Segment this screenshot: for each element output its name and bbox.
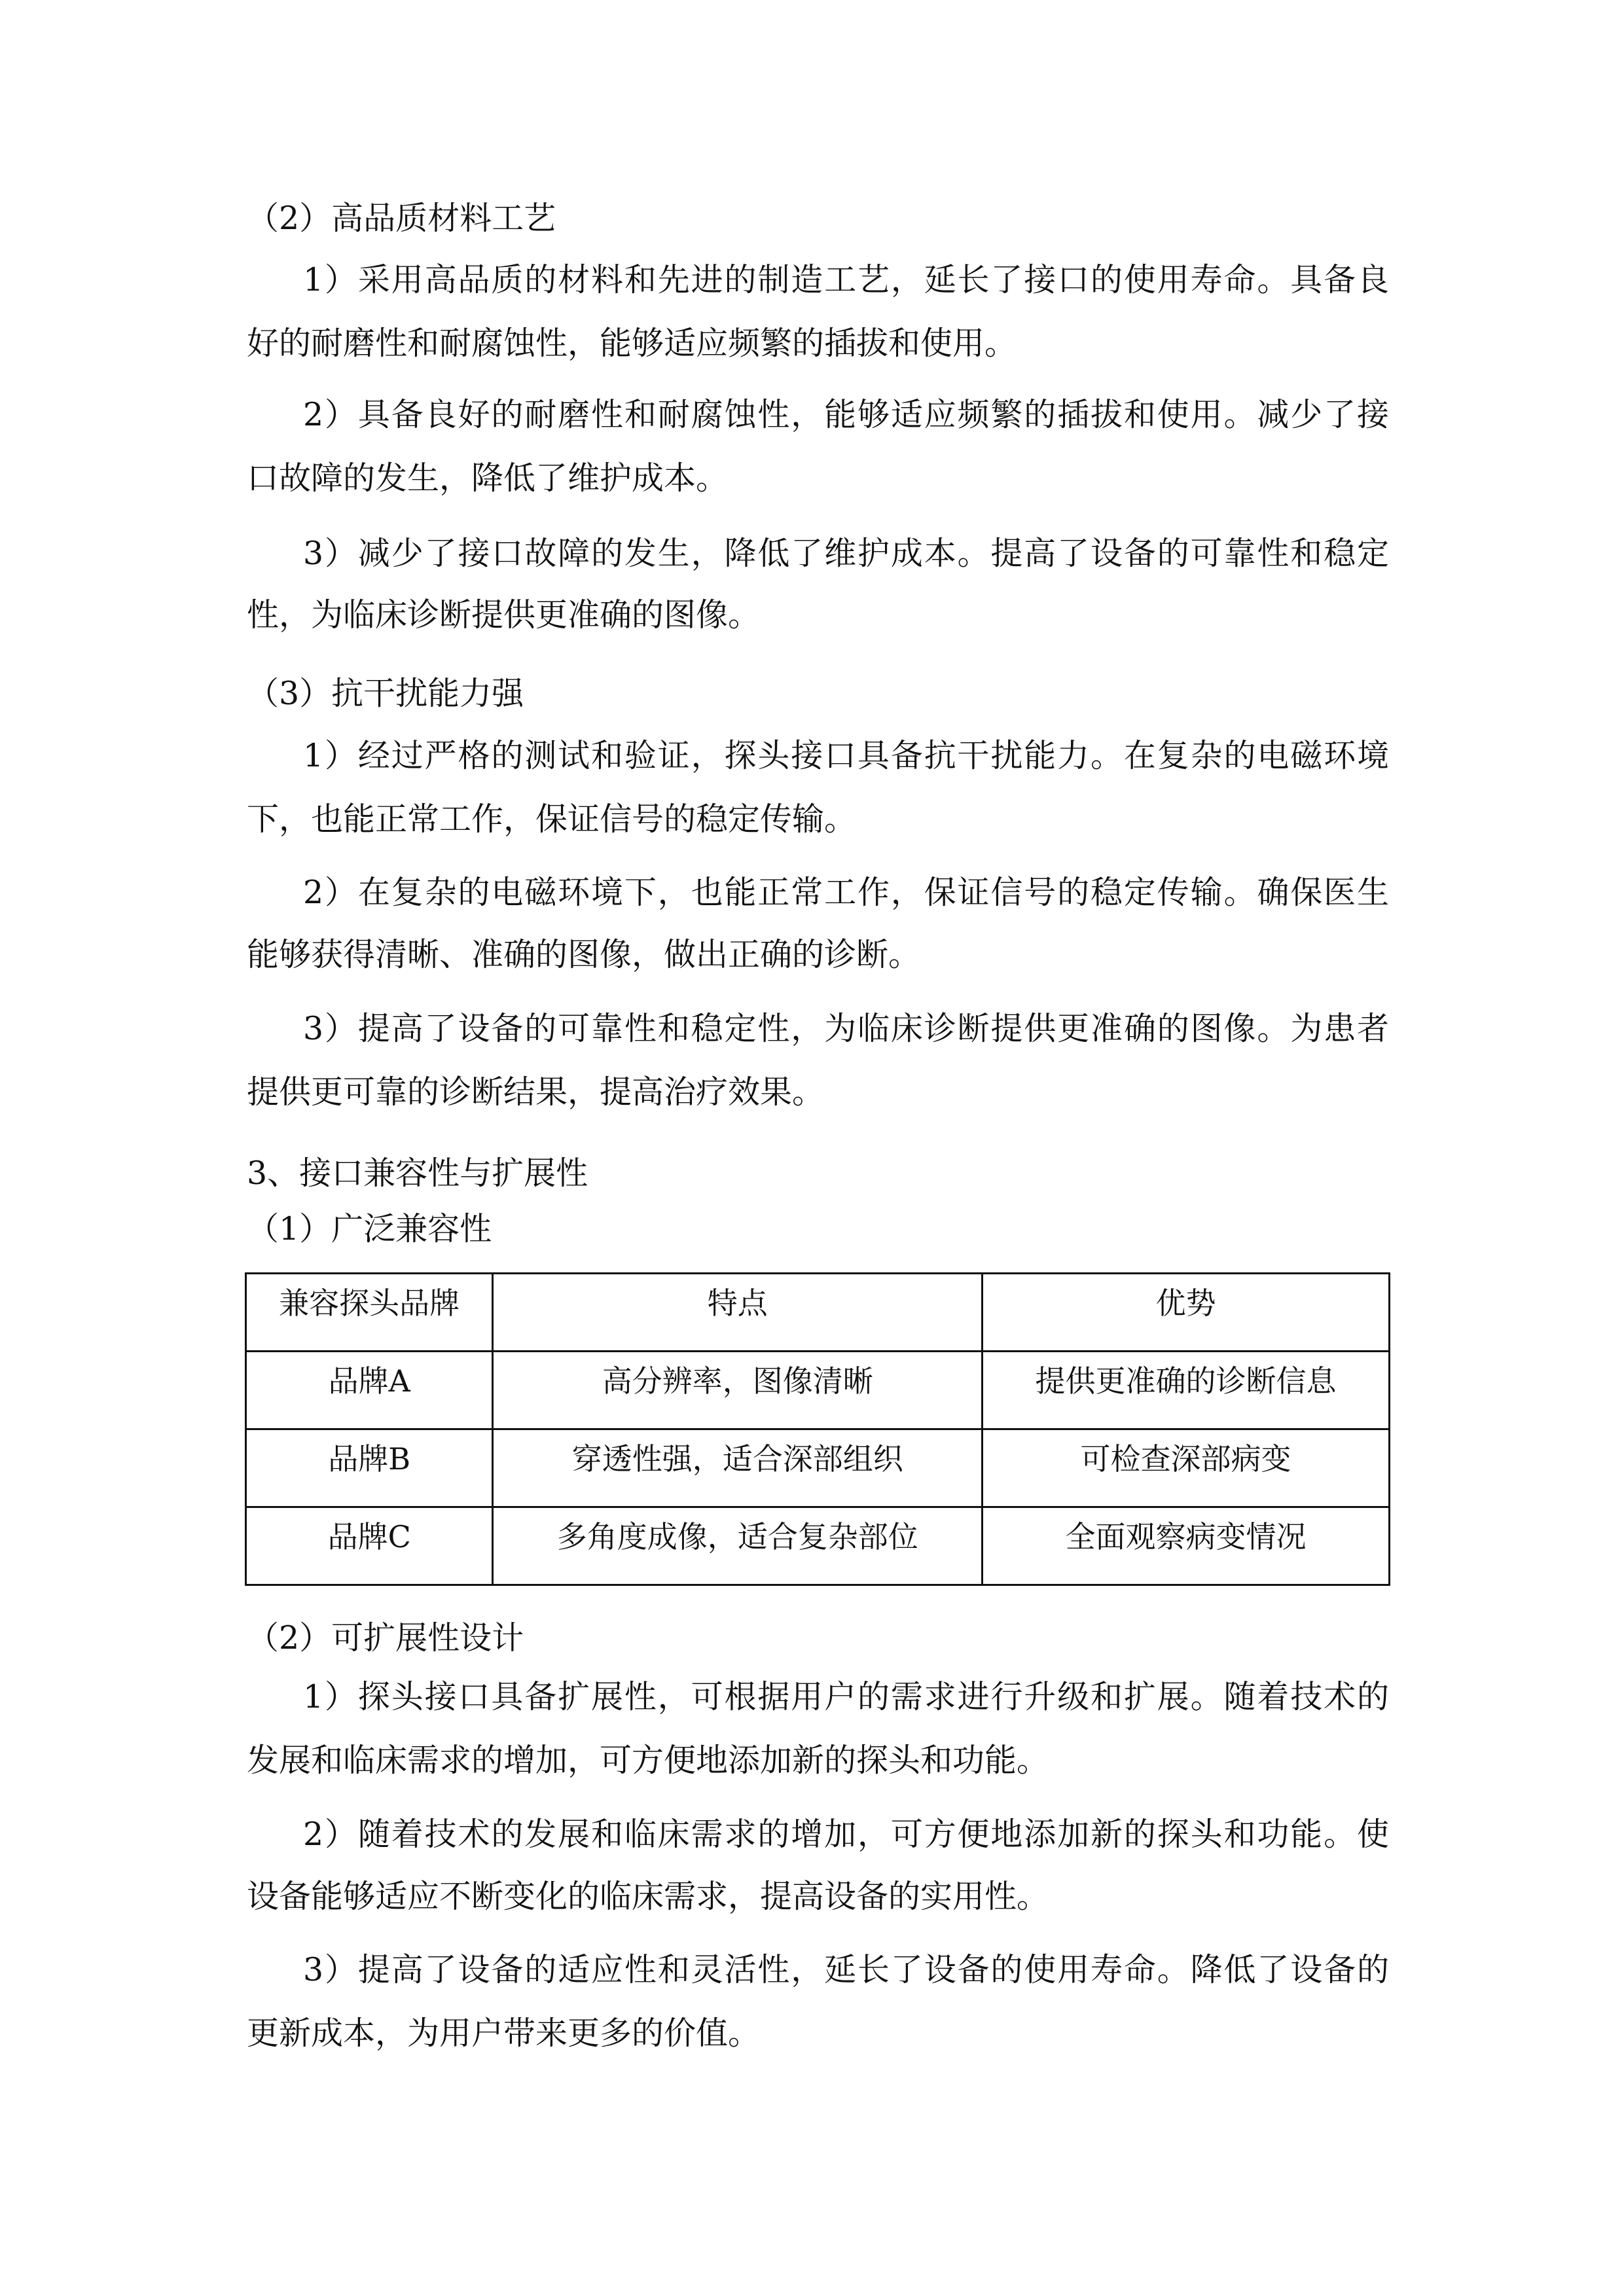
table-cell: 高分辨率，图像清晰 xyxy=(493,1352,983,1429)
paragraph-line: 1）经过严格的测试和验证，探头接口具备抗干扰能力。在复杂的电磁环境 xyxy=(303,737,1389,774)
heading-extensibility: （2）可扩展性设计 xyxy=(247,1619,524,1657)
paragraph-line: 2）在复杂的电磁环境下，也能正常工作，保证信号的稳定传输。确保医生 xyxy=(303,874,1389,911)
table-header: 兼容探头品牌 xyxy=(246,1274,493,1352)
table-row xyxy=(246,1429,1390,1507)
table-header: 特点 xyxy=(493,1274,983,1352)
table-cell: 可检查深部病变 xyxy=(983,1429,1390,1507)
table-header: 优势 xyxy=(983,1274,1390,1352)
paragraph-line: 1）探头接口具备扩展性，可根据用户的需求进行升级和扩展。随着技术的 xyxy=(303,1678,1389,1715)
paragraph-line: 2）具备良好的耐磨性和耐腐蚀性，能够适应频繁的插拔和使用。减少了接 xyxy=(303,396,1389,433)
heading-wide-compatibility: （1）广泛兼容性 xyxy=(247,1210,492,1247)
heading-interference: （3）抗干扰能力强 xyxy=(247,675,524,712)
paragraph-line: 3）提高了设备的适应性和灵活性，延长了设备的使用寿命。降低了设备的 xyxy=(303,1951,1389,1988)
heading-compatibility: 3、接口兼容性与扩展性 xyxy=(247,1155,588,1192)
paragraph-line: 好的耐磨性和耐腐蚀性，能够适应频繁的插拔和使用。 xyxy=(247,325,1017,362)
paragraph-line: 1）采用高品质的材料和先进的制造工艺，延长了接口的使用寿命。具备良 xyxy=(303,261,1389,298)
paragraph-line: 3）提高了设备的可靠性和稳定性，为临床诊断提供更准确的图像。为患者 xyxy=(303,1010,1389,1047)
paragraph-line: 提供更可靠的诊断结果，提高治疗效果。 xyxy=(247,1073,825,1111)
compatibility-table xyxy=(245,1272,1390,1586)
table-cell: 品牌A xyxy=(246,1352,493,1429)
table-cell: 多角度成像，适合复杂部位 xyxy=(493,1507,983,1585)
paragraph-line: 更新成本，为用户带来更多的价值。 xyxy=(247,2015,761,2052)
table-cell: 全面观察病变情况 xyxy=(983,1507,1390,1585)
paragraph-line: 性，为临床诊断提供更准确的图像。 xyxy=(247,596,761,634)
table-cell: 穿透性强，适合深部组织 xyxy=(493,1429,983,1507)
paragraph-line: 3）减少了接口故障的发生，降低了维护成本。提高了设备的可靠性和稳定 xyxy=(303,535,1389,572)
table-cell: 品牌B xyxy=(246,1429,493,1507)
table-header-row xyxy=(246,1274,1390,1352)
heading-material: （2）高品质材料工艺 xyxy=(247,200,556,237)
table-row xyxy=(246,1507,1390,1585)
paragraph-line: 口故障的发生，降低了维护成本。 xyxy=(247,459,729,497)
paragraph-line: 2）随着技术的发展和临床需求的增加，可方便地添加新的探头和功能。使 xyxy=(303,1816,1389,1853)
paragraph-line: 设备能够适应不断变化的临床需求，提高设备的实用性。 xyxy=(247,1878,1049,1915)
table-cell: 提供更准确的诊断信息 xyxy=(983,1352,1390,1429)
table-cell: 品牌C xyxy=(246,1507,493,1585)
paragraph-line: 下，也能正常工作，保证信号的稳定传输。 xyxy=(247,800,857,838)
table-row xyxy=(246,1352,1390,1429)
paragraph-line: 发展和临床需求的增加，可方便地添加新的探头和功能。 xyxy=(247,1742,1049,1779)
paragraph-line: 能够获得清晰、准确的图像，做出正确的诊断。 xyxy=(247,936,921,973)
